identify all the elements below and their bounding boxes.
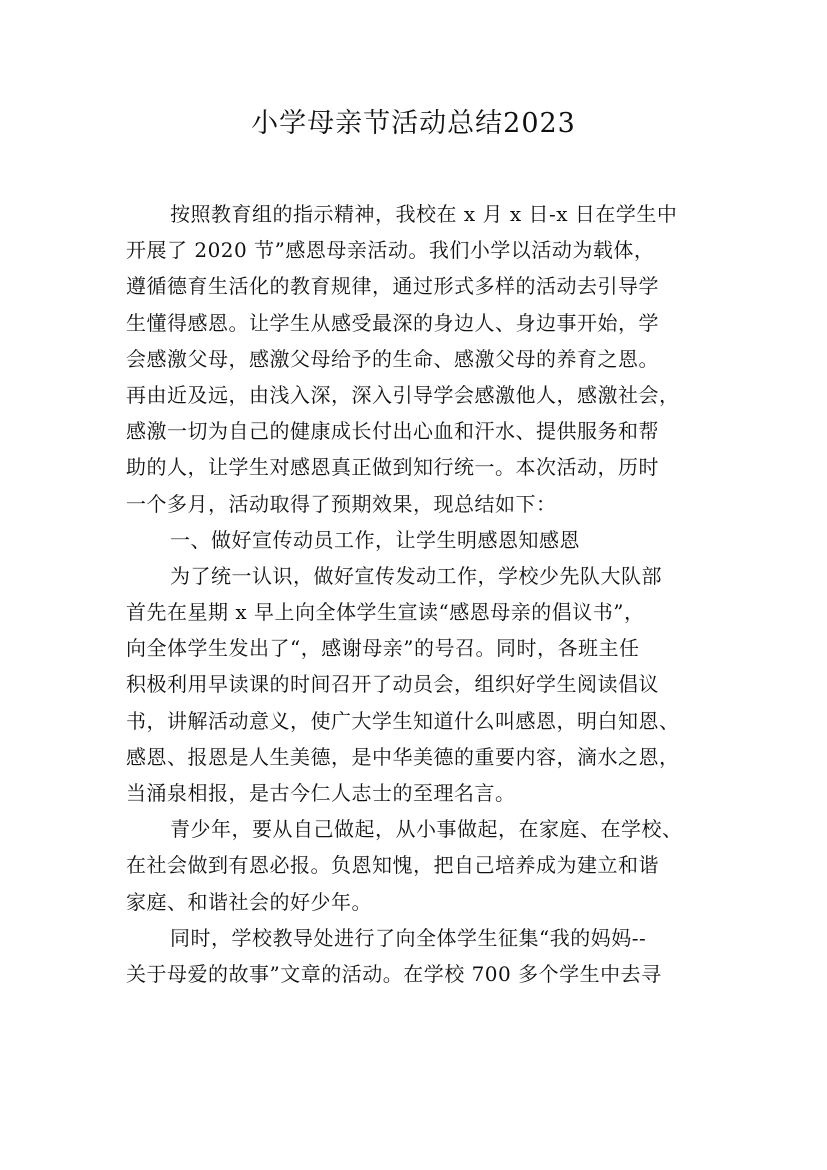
document-title: 小学母亲节活动总结2023: [251, 108, 576, 139]
paragraph-line: 在社会做到有恩必报。负恩知愧，把自己培养成为建立和谐: [126, 853, 659, 878]
section-heading: 一、做好宣传动员工作，让学生明感恩知感恩: [170, 527, 580, 552]
paragraph-line: 书，讲解活动意义，使广大学生知道什么叫感恩，明白知恩、: [126, 708, 680, 733]
paragraph-line: 感激一切为自己的健康成长付出心血和汗水、提供服务和帮: [126, 419, 659, 444]
document-body: [126, 196, 716, 992]
paragraph-line: 为了统一认识，做好宣传发动工作，学校少先队大队部: [170, 563, 662, 588]
paragraph-line: 生懂得感恩。让学生从感受最深的身边人、身边事开始，学: [126, 310, 659, 335]
paragraph-line: 开展了 2020 节”感恩母亲活动。我们小学以活动为载体，: [126, 238, 655, 263]
paragraph-line: 当涌泉相报，是古今仁人志士的至理名言。: [126, 781, 516, 805]
paragraph-line: 会感激父母，感激父母给予的生命、感激父母的养育之恩。: [126, 346, 659, 371]
paragraph-line: 感恩、报恩是人生美德，是中华美德的重要内容，滴水之恩，: [126, 744, 680, 769]
paragraph-line: 积极利用早读课的时间召开了动员会，组织好学生阅读倡议: [126, 672, 659, 697]
paragraph-line: 关于母爱的故事”文章的活动。在学校 700 多个学生中去寻: [126, 961, 662, 986]
paragraph-line: 家庭、和谐社会的好少年。: [126, 889, 372, 914]
paragraph-line: 遵循德育生活化的教育规律，通过形式多样的活动去引导学: [126, 274, 659, 299]
paragraph-line: 向全体学生发出了“，感谢母亲”的号召。同时，各班主任: [126, 636, 640, 661]
paragraph-line: 青少年，要从自己做起，从小事做起，在家庭、在学校、: [170, 817, 683, 842]
paragraph-line: 一个多月，活动取得了预期效果，现总结如下：: [126, 491, 557, 516]
paragraph-line: 再由近及远，由浅入深，深入引导学会感激他人，感激社会，: [126, 382, 680, 407]
paragraph-line: 按照教育组的指示精神，我校在 x 月 x 日-x 日在学生中: [170, 202, 678, 226]
paragraph-line: 首先在星期 x 早上向全体学生宣读“感恩母亲的倡议书”，: [126, 600, 645, 625]
paragraph-line: 同时，学校教导处进行了向全体学生征集“我的妈妈--: [170, 925, 647, 950]
paragraph-line: 助的人，让学生对感恩真正做到知行统一。本次活动，历时: [126, 455, 659, 480]
